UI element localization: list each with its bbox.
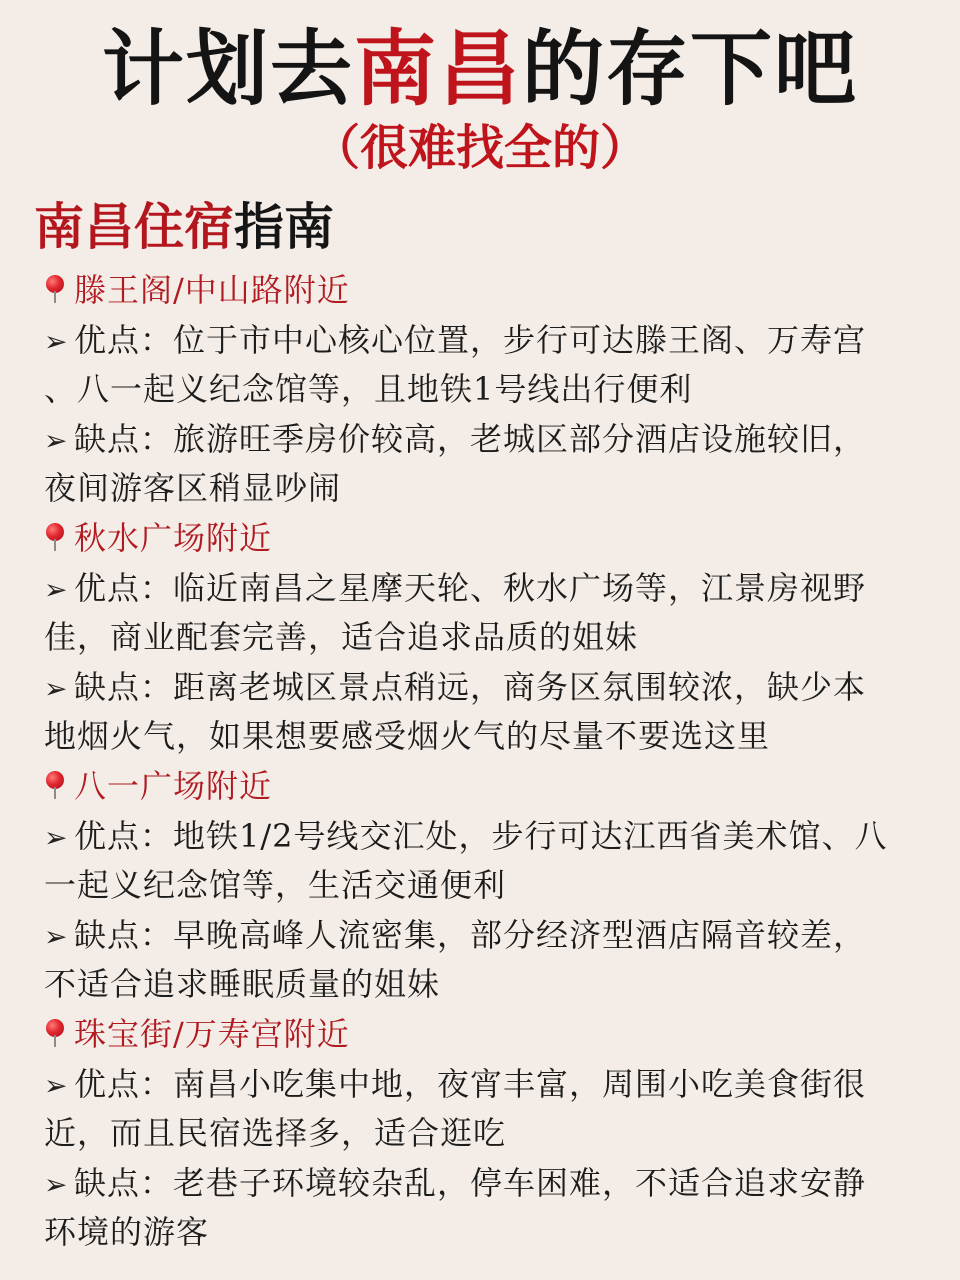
- page-subtitle: （很难找全的）: [311, 120, 648, 176]
- location-pin-icon: [44, 273, 66, 305]
- arrowhead-icon: ➢: [44, 1167, 69, 1201]
- location-pin-icon: [44, 769, 66, 801]
- line-text: 不适合追求睡眠质量的姐妹: [44, 965, 441, 1004]
- line-text: 优点：地铁1/2号线交汇处，步行可达江西省美术馆、八: [74, 816, 888, 855]
- title-accent: 南昌: [353, 22, 522, 117]
- line-text: 一起义纪念馆等，生活交通便利: [44, 866, 507, 905]
- guide-content: [44, 266, 924, 1258]
- line-text: 缺点：早晚高峰人流密集，部分经济型酒店隔音较差，: [74, 915, 867, 954]
- continuation-line: [44, 365, 924, 415]
- continuation-line: [44, 960, 924, 1010]
- line-text: 秋水广场附近: [74, 518, 273, 557]
- arrowhead-icon: ➢: [44, 572, 69, 606]
- continuation-line: [44, 712, 924, 762]
- line-text: 滕王阁/中山路附近: [74, 271, 350, 309]
- bullet-line: [44, 564, 924, 614]
- line-text: 八一广场附近: [74, 766, 273, 805]
- section-heading-red: 南昌住宿: [34, 198, 234, 256]
- line-text: 环境的游客: [44, 1213, 210, 1252]
- arrowhead-icon: ➢: [44, 1068, 69, 1102]
- continuation-line: [44, 1109, 924, 1159]
- line-text: 优点：位于市中心核心位置，步行可达滕王阁、万寿宫: [74, 320, 867, 359]
- line-text: 近，而且民宿选择多，适合逛吃: [44, 1114, 507, 1153]
- line-text: 夜间游客区稍显吵闹: [44, 469, 342, 508]
- line-text: 佳，商业配套完善，适合追求品质的姐妹: [44, 618, 639, 657]
- bullet-line: [44, 812, 924, 862]
- arrowhead-icon: ➢: [44, 919, 69, 953]
- continuation-line: [44, 861, 924, 911]
- section-heading: [34, 196, 334, 258]
- line-text: 缺点：距离老城区景点稍远，商务区氛围较浓，缺少本: [74, 667, 867, 706]
- line-text: 缺点：旅游旺季房价较高，老城区部分酒店设施较旧，: [74, 419, 867, 458]
- title-part-1: 计划去: [101, 22, 354, 117]
- bullet-line: [44, 415, 924, 465]
- line-text: 地烟火气，如果想要感受烟火气的尽量不要选这里: [44, 717, 771, 756]
- line-text: 、八一起义纪念馆等，且地铁1号线出行便利: [44, 370, 693, 409]
- bullet-line: [44, 911, 924, 961]
- line-text: 珠宝街/万寿宫附近: [74, 1014, 350, 1053]
- title-part-2: 的存下吧: [522, 22, 859, 117]
- arrowhead-icon: ➢: [44, 324, 69, 358]
- arrowhead-icon: ➢: [44, 671, 69, 705]
- location-heading: [44, 1010, 924, 1060]
- page-title: [0, 22, 960, 118]
- arrowhead-icon: ➢: [44, 423, 69, 457]
- section-heading-black: 指南: [234, 198, 334, 256]
- location-pin-icon: [44, 1017, 66, 1049]
- bullet-line: [44, 663, 924, 713]
- location-heading: [44, 762, 924, 812]
- bullet-line: [44, 1060, 924, 1110]
- bullet-line: [44, 316, 924, 366]
- line-text: 缺点：老巷子环境较杂乱，停车困难，不适合追求安静: [74, 1163, 867, 1202]
- location-heading: [44, 514, 924, 564]
- continuation-line: [44, 464, 924, 514]
- line-text: 优点：南昌小吃集中地，夜宵丰富，周围小吃美食街很: [74, 1064, 867, 1103]
- location-heading: [44, 266, 924, 316]
- continuation-line: [44, 613, 924, 663]
- bullet-line: [44, 1159, 924, 1209]
- location-pin-icon: [44, 521, 66, 553]
- line-text: 优点：临近南昌之星摩天轮、秋水广场等，江景房视野: [74, 568, 867, 607]
- continuation-line: [44, 1208, 924, 1258]
- arrowhead-icon: ➢: [44, 820, 69, 854]
